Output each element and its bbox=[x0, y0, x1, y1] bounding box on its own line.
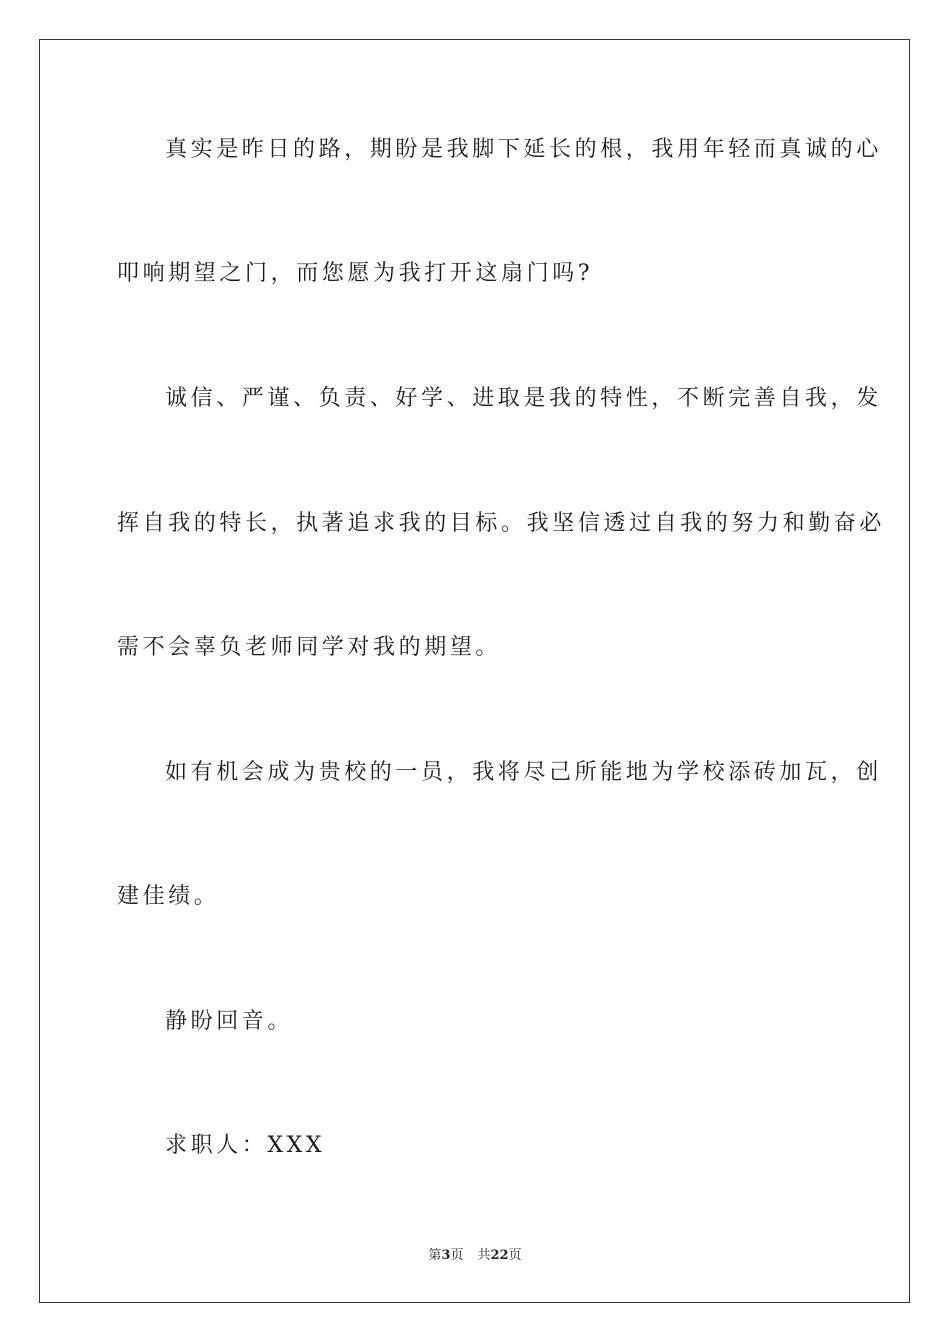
page-border bbox=[39, 39, 910, 1303]
paragraph-2-line-2: 挥自我的特长，执著追求我的目标。我坚信透过自我的努力和勤奋必 bbox=[117, 511, 886, 536]
page-label-suffix: 页 bbox=[450, 1248, 464, 1263]
page-label-prefix: 第 bbox=[428, 1248, 442, 1263]
paragraph-3-line-1: 如有机会成为贵校的一员，我将尽己所能地为学校添砖加瓦，创 bbox=[165, 760, 882, 785]
closing-line: 静盼回音。 bbox=[165, 1009, 294, 1034]
paragraph-2-line-3: 需不会辜负老师同学对我的期望。 bbox=[117, 635, 502, 660]
current-page-number: 3 bbox=[441, 1248, 451, 1263]
total-label-suffix: 页 bbox=[508, 1248, 522, 1263]
total-page-count: 22 bbox=[490, 1248, 509, 1263]
paragraph-1-line-2: 叩响期望之门，而您愿为我打开这扇门吗? bbox=[117, 261, 594, 286]
paragraph-1-line-1: 真实是昨日的路，期盼是我脚下延长的根，我用年轻而真诚的心 bbox=[165, 137, 882, 162]
signature-line: 求职人：XXX bbox=[165, 1133, 326, 1158]
paragraph-3-line-2: 建佳绩。 bbox=[117, 884, 220, 909]
paragraph-2-line-1: 诚信、严谨、负责、好学、进取是我的特性，不断完善自我，发 bbox=[165, 386, 882, 411]
total-label-prefix: 共 bbox=[477, 1248, 491, 1263]
page-footer bbox=[0, 1247, 950, 1265]
